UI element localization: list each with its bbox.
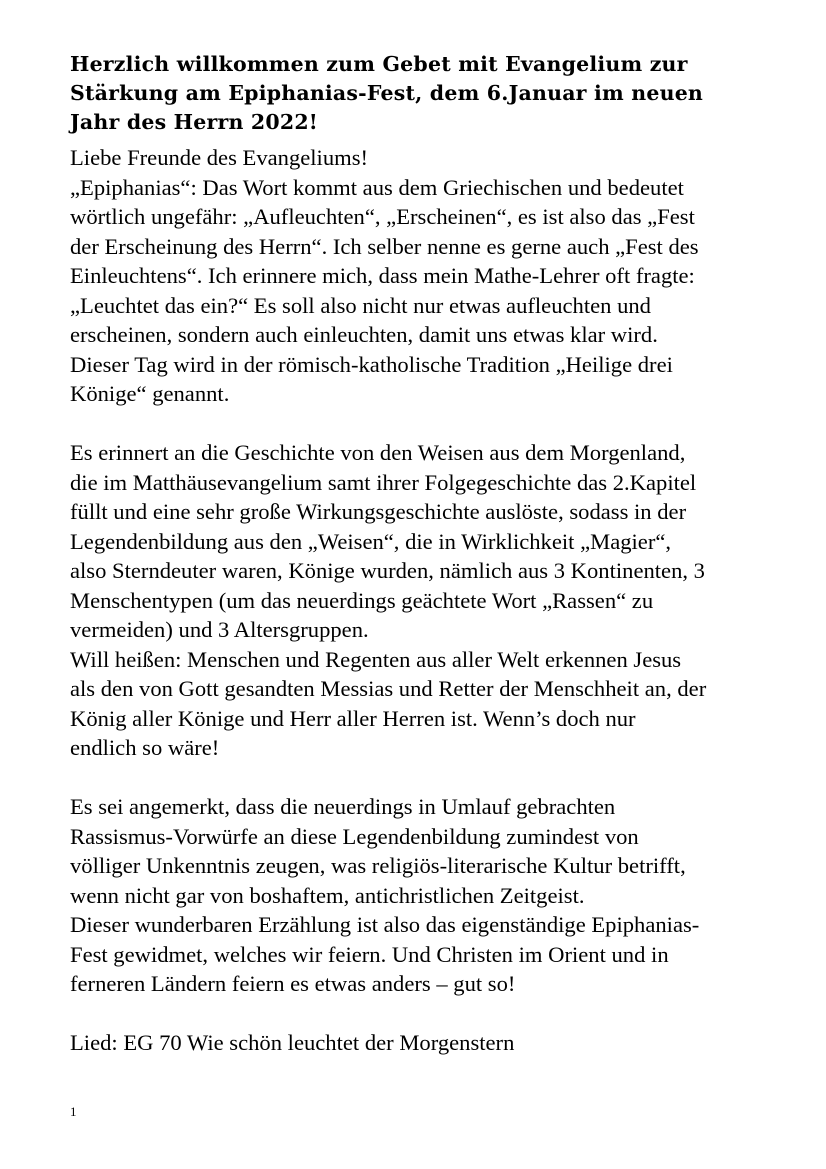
paragraph-song bbox=[70, 1028, 770, 1058]
text-line: vermeiden) und 3 Altersgruppen. bbox=[70, 617, 369, 642]
text-line: „Epiphanias“: Das Wort kommt aus dem Griechischen und bedeutet bbox=[70, 174, 684, 200]
document-title bbox=[70, 50, 770, 137]
text-line: als den von Gott gesandten Messias und Retter der Menschheit an, der bbox=[70, 676, 707, 701]
text-line: erscheinen, sondern auch einleuchten, damit uns etwas klar wird. bbox=[70, 322, 658, 347]
paragraph-gap bbox=[70, 409, 770, 439]
text-line: füllt und eine sehr große Wirkungsgeschichte auslöste, sodass in der bbox=[70, 499, 687, 524]
text-line: „Leuchtet das ein?“ Es soll also nicht nur etwas aufleuchten und bbox=[70, 292, 651, 318]
text-line: Rassismus-Vorwürfe an diese Legendenbildung zumindest von bbox=[70, 823, 639, 849]
text-line: Legendenbildung aus den „Weisen“, die in Wirklichkeit „Magier“, bbox=[70, 528, 672, 554]
paragraph-history bbox=[70, 438, 770, 763]
paragraph-remark bbox=[70, 792, 770, 999]
paragraph-gap bbox=[70, 763, 770, 793]
text-line: völliger Unkenntnis zeugen, was religiös-literarische Kultur betrifft, bbox=[70, 853, 686, 878]
text-line: Will heißen: Menschen und Regenten aus aller Welt erkennen Jesus bbox=[70, 646, 682, 672]
title-line: Stärkung am Epiphanias-Fest, dem 6.Januar im neuen bbox=[70, 81, 704, 105]
document-body bbox=[70, 143, 770, 1058]
text-line: Dieser Tag wird in der römisch-katholische Tradition „Heilige drei bbox=[70, 351, 673, 377]
text-line: Könige“ genannt. bbox=[70, 381, 230, 406]
title-line: Jahr des Herrn 2022! bbox=[70, 110, 318, 134]
paragraph-gap bbox=[70, 999, 770, 1029]
document-page bbox=[70, 50, 770, 1058]
text-line: Liebe Freunde des Evangeliums! bbox=[70, 145, 369, 170]
text-line: Es erinnert an die Geschichte von den Weisen aus dem Morgenland, bbox=[70, 440, 686, 465]
text-line: Es sei angemerkt, dass die neuerdings in Umlauf gebrachten bbox=[70, 794, 616, 819]
text-line: König aller Könige und Herr aller Herren ist. Wenn’s doch nur bbox=[70, 705, 636, 731]
paragraph-greeting bbox=[70, 143, 770, 409]
page-number: 1 bbox=[70, 1104, 77, 1119]
text-line: wörtlich ungefähr: „Aufleuchten“, „Erscheinen“, es ist also das „Fest bbox=[70, 204, 695, 229]
text-line: der Erscheinung des Herrn“. Ich selber nenne es gerne auch „Fest des bbox=[70, 233, 699, 259]
text-line: ferneren Ländern feiern es etwas anders – gut so! bbox=[70, 971, 516, 996]
text-line: wenn nicht gar von boshaftem, antichristlichen Zeitgeist. bbox=[70, 882, 585, 908]
text-line: Dieser wunderbaren Erzählung ist also das eigenständige Epiphanias- bbox=[70, 912, 700, 937]
text-line: die im Matthäusevangelium samt ihrer Folgegeschichte das 2.Kapitel bbox=[70, 469, 697, 495]
text-line: Fest gewidmet, welches wir feiern. Und Christen im Orient und in bbox=[70, 941, 669, 967]
text-line: Lied: EG 70 Wie schön leuchtet der Morgenstern bbox=[70, 1030, 515, 1055]
text-line: also Sterndeuter waren, Könige wurden, nämlich aus 3 Kontinenten, 3 bbox=[70, 558, 705, 583]
title-line: Herzlich willkommen zum Gebet mit Evangelium zur bbox=[70, 52, 688, 76]
text-line: endlich so wäre! bbox=[70, 735, 220, 760]
text-line: Einleuchtens“. Ich erinnere mich, dass mein Mathe-Lehrer oft fragte: bbox=[70, 263, 695, 288]
text-line: Menschentypen (um das neuerdings geächtete Wort „Rassen“ zu bbox=[70, 587, 654, 613]
